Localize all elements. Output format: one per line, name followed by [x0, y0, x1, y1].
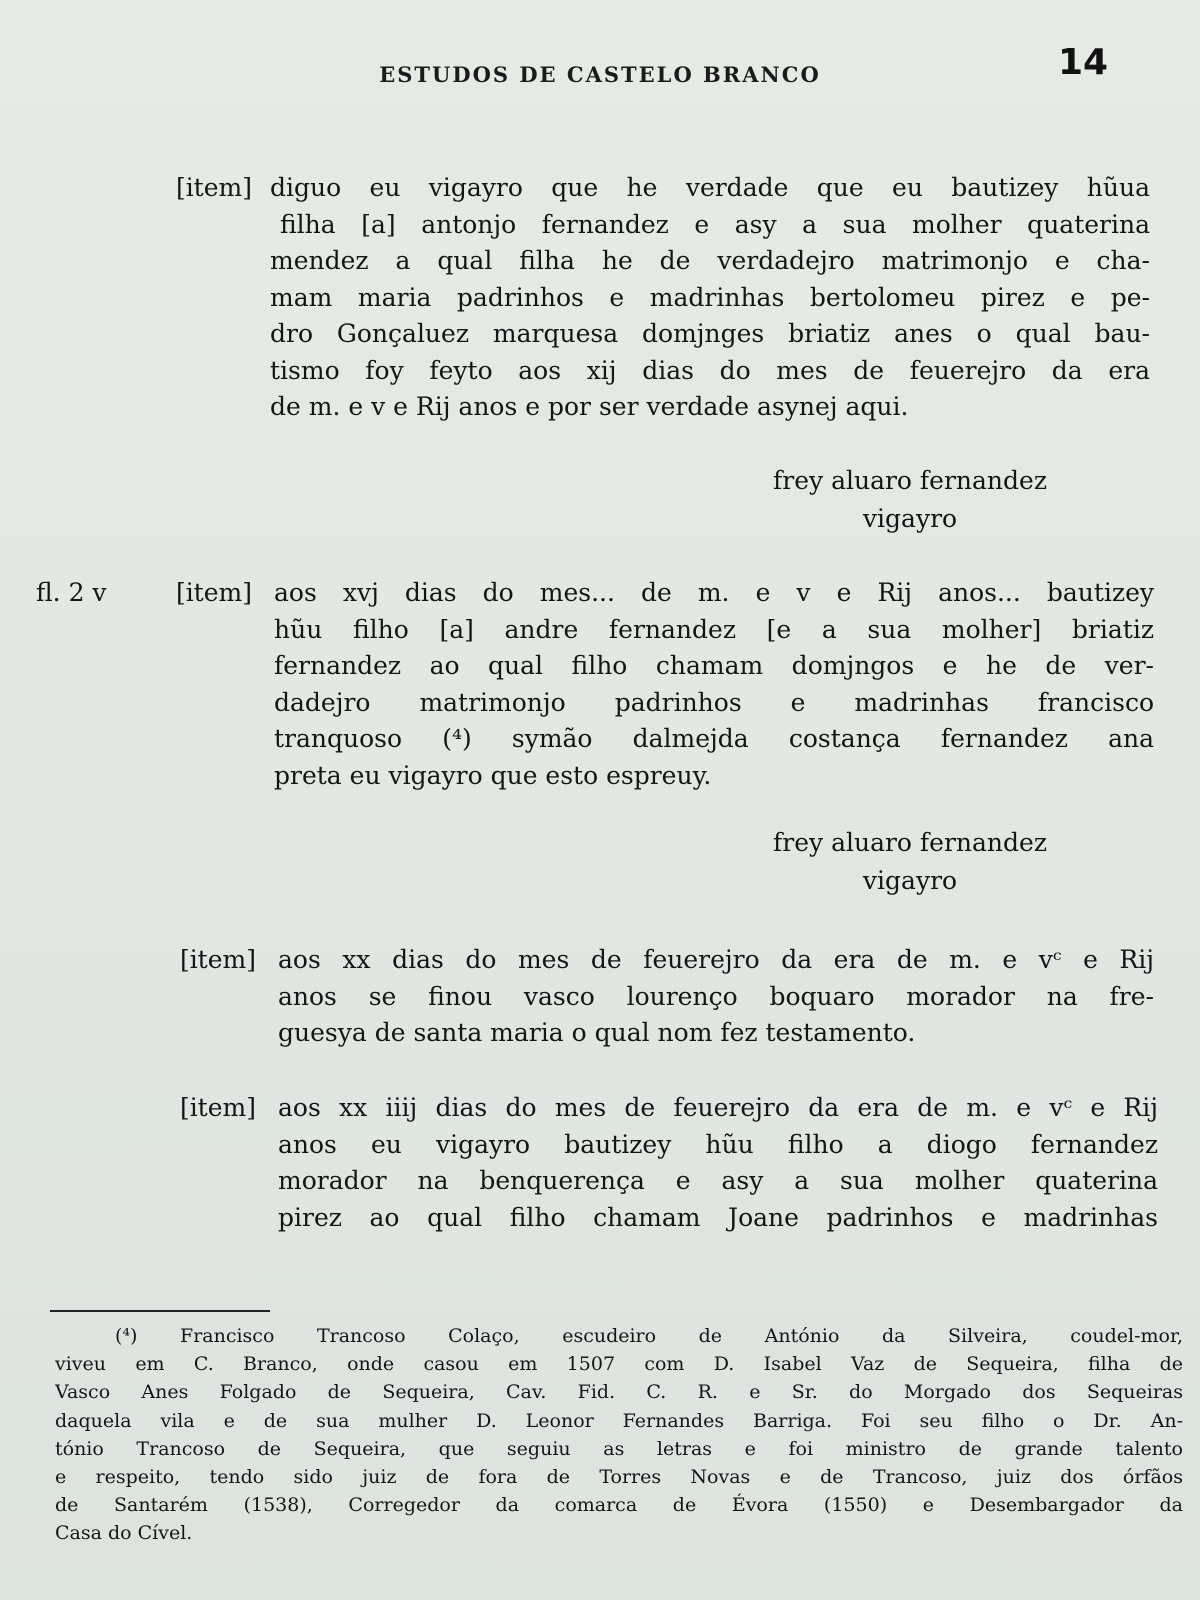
- running-title: ESTUDOS DE CASTELO BRANCO: [379, 62, 821, 87]
- entry-text: [278, 942, 1154, 1052]
- entry-text: [274, 575, 1154, 794]
- signature-title: vigayro: [862, 504, 958, 533]
- text-line: filha [a] antonjo fernandez e asy a sua molher quaterina: [280, 209, 1150, 239]
- text-line: aos xvj dias do mes... de m. e v e Rij anos... bautizey: [274, 578, 1154, 607]
- text-line: guesya de santa maria o qual nom fez testamento.: [278, 1018, 916, 1047]
- text-line: diguo eu vigayro que he verdade que eu bautizey hũua: [270, 173, 1150, 202]
- text-line: anos se finou vasco lourenço boquaro morador na fre-: [278, 981, 1154, 1011]
- text-line: mendez a qual filha he de verdadejro matrimonjo e cha-: [270, 246, 1150, 275]
- folio-reference: fl. 2 v: [36, 578, 107, 607]
- signature-title: vigayro: [862, 866, 958, 895]
- footnote-line: tónio Trancoso de Sequeira, que seguiu as letras e foi ministro de grande talento: [55, 1437, 1183, 1460]
- footnote-line: (⁴) Francisco Trancoso Colaço, escudeiro de António da Silveira, coudel-mor,: [115, 1325, 1183, 1347]
- text-line: morador na benquerença e asy a sua molher quaterina: [278, 1166, 1158, 1195]
- footnote-line: viveu em C. Branco, onde casou em 1507 com D. Isabel Vaz de Sequeira, filha de: [55, 1353, 1183, 1376]
- text-line: tranquoso (⁴) symão dalmejda costança fernandez ana: [274, 724, 1154, 753]
- footnote-line: daquela vila e de sua mulher D. Leonor Fernandes Barriga. Foi seu filho o Dr. An-: [55, 1409, 1183, 1432]
- entry-label: [item]: [175, 578, 252, 607]
- footnote-divider: [50, 1310, 270, 1312]
- signature-name: frey aluaro fernandez: [773, 828, 1047, 857]
- signature-1: [700, 462, 1120, 538]
- text-line: pirez ao qual filho chamam Joane padrinhos e madrinhas: [278, 1202, 1158, 1232]
- page-number: 14: [1058, 42, 1109, 83]
- footnote-line: Casa do Cível.: [55, 1522, 193, 1545]
- footnote: [55, 1322, 1183, 1548]
- text-line: tismo foy feyto aos xij dias do mes de feuerejro da era: [270, 355, 1150, 385]
- entry-text: [278, 1090, 1158, 1236]
- text-line: hũu filho [a] andre fernandez [e a sua molher] briatiz: [274, 614, 1154, 644]
- signature-name: frey aluaro fernandez: [773, 466, 1047, 495]
- text-line: fernandez ao qual filho chamam domjngos e he de ver-: [274, 651, 1154, 680]
- text-line: de m. e v e Rij anos e por ser verdade asynej aqui.: [270, 392, 909, 421]
- footnote-line: de Santarém (1538), Corregedor da comarca de Évora (1550) e Desembargador da: [55, 1494, 1183, 1517]
- text-line: preta eu vigayro que esto espreuy.: [274, 760, 712, 790]
- signature-2: [700, 824, 1120, 900]
- footnote-line: e respeito, tendo sido juiz de fora de Torres Novas e de Trancoso, juiz dos órfãos: [55, 1465, 1183, 1488]
- text-line: aos xx iiij dias do mes de feuerejro da era de m. e vᶜ e Rij: [278, 1093, 1158, 1122]
- text-line: dro Gonçaluez marquesa domjnges briatiz anes o qual bau-: [270, 319, 1150, 348]
- entry-text: [270, 170, 1150, 426]
- footnote-line: Vasco Anes Folgado de Sequeira, Cav. Fid. C. R. e Sr. do Morgado dos Sequeiras: [55, 1381, 1183, 1404]
- text-line: mam maria padrinhos e madrinhas bertolomeu pirez e pe-: [270, 282, 1150, 312]
- entry-label: [item]: [179, 945, 256, 974]
- text-line: aos xx dias do mes de feuerejro da era de m. e vᶜ e Rij: [278, 945, 1154, 974]
- entry-label: [item]: [179, 1093, 256, 1122]
- entry-label: [item]: [175, 173, 252, 202]
- text-line: anos eu vigayro bautizey hũu filho a diogo fernandez: [278, 1129, 1158, 1159]
- text-line: dadejro matrimonjo padrinhos e madrinhas francisco: [274, 687, 1154, 717]
